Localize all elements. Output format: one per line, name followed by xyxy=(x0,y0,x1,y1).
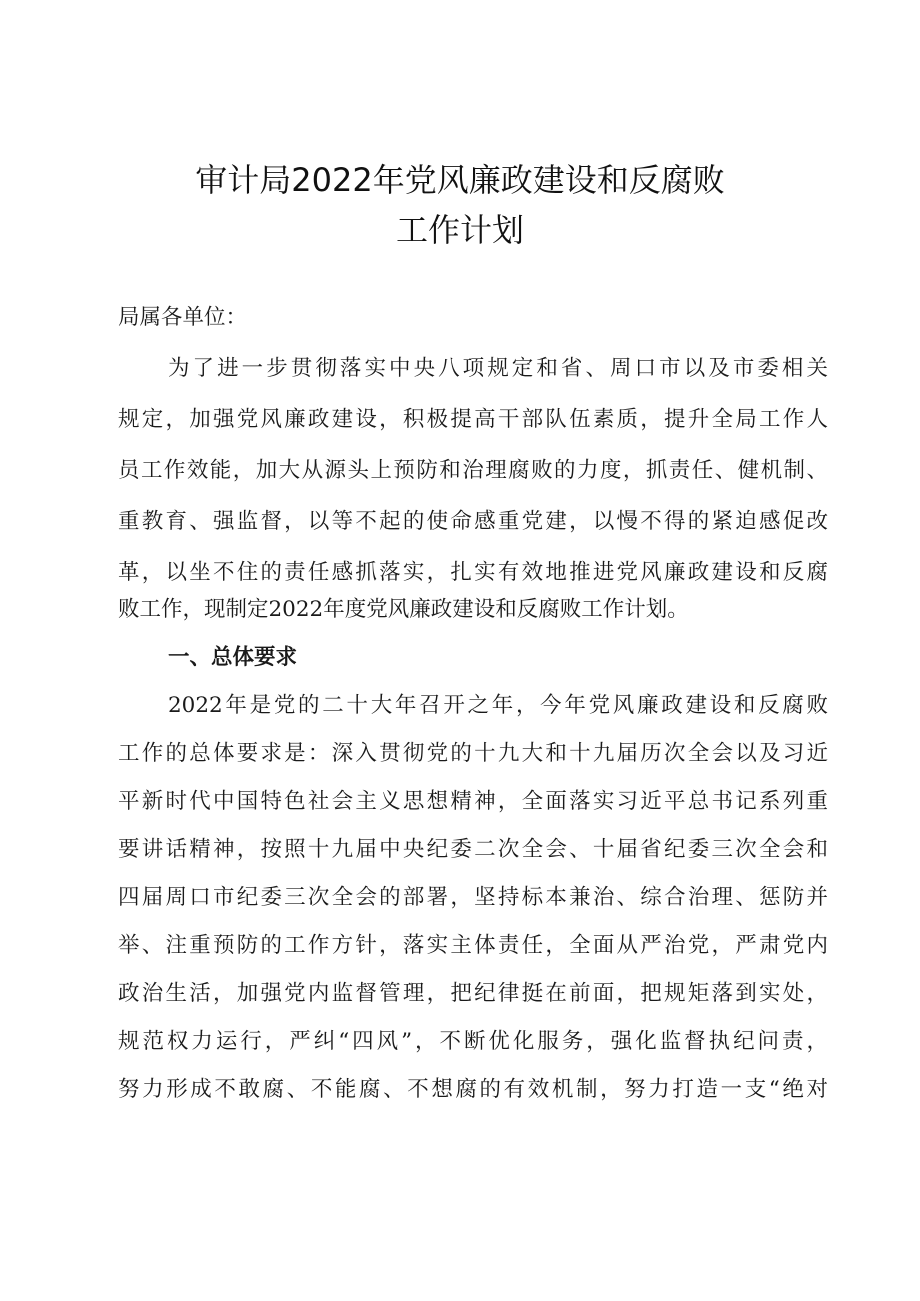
section-heading: 一、总体要求 xyxy=(168,645,298,670)
intro-line: 员工作效能，加大从源头上预防和治理腐败的力度，抓责任、健机制、 xyxy=(118,458,828,483)
body-line: 举、注重预防的工作方针，落实主体责任，全面从严治党，严肃党内 xyxy=(118,933,828,958)
body-line: 2022年是党的二十大年召开之年，今年党风廉政建设和反腐败 xyxy=(168,693,828,718)
intro-line: 为了进一步贯彻落实中央八项规定和省、周口市以及市委相关 xyxy=(168,356,828,381)
body-line: 平新时代中国特色社会主义思想精神，全面落实习近平总书记系列重 xyxy=(118,789,828,814)
body-line: 政治生活，加强党内监督管理，把纪律挺在前面，把规矩落到实处， xyxy=(118,981,828,1006)
body-line: 要讲话精神，按照十九届中央纪委二次全会、十届省纪委三次全会和 xyxy=(118,837,828,862)
document-title-line-2: 工作计划 xyxy=(395,211,524,249)
document-title-line-1: 审计局2022年党风廉政建设和反腐败 xyxy=(195,161,725,199)
body-line: 努力形成不敢腐、不能腐、不想腐的有效机制，努力打造一支“绝对 xyxy=(118,1077,828,1102)
body-line: 工作的总体要求是：深入贯彻党的十九大和十九届历次全会以及习近 xyxy=(118,741,828,766)
body-line: 四届周口市纪委三次全会的部署，坚持标本兼治、综合治理、惩防并 xyxy=(118,885,828,910)
intro-line: 革，以坐不住的责任感抓落实，扎实有效地推进党风廉政建设和反腐 xyxy=(118,560,828,585)
intro-line: 规定，加强党风廉政建设，积极提高干部队伍素质，提升全局工作人 xyxy=(118,407,828,432)
salutation: 局属各单位： xyxy=(118,305,248,330)
intro-line: 重教育、强监督，以等不起的使命感重党建，以慢不得的紧迫感促改 xyxy=(118,509,828,534)
body-line: 规范权力运行，严纠“四风”，不断优化服务，强化监督执纪问责， xyxy=(118,1029,828,1054)
intro-line: 败工作，现制定2022年度党风廉政建设和反腐败工作计划。 xyxy=(118,597,689,622)
